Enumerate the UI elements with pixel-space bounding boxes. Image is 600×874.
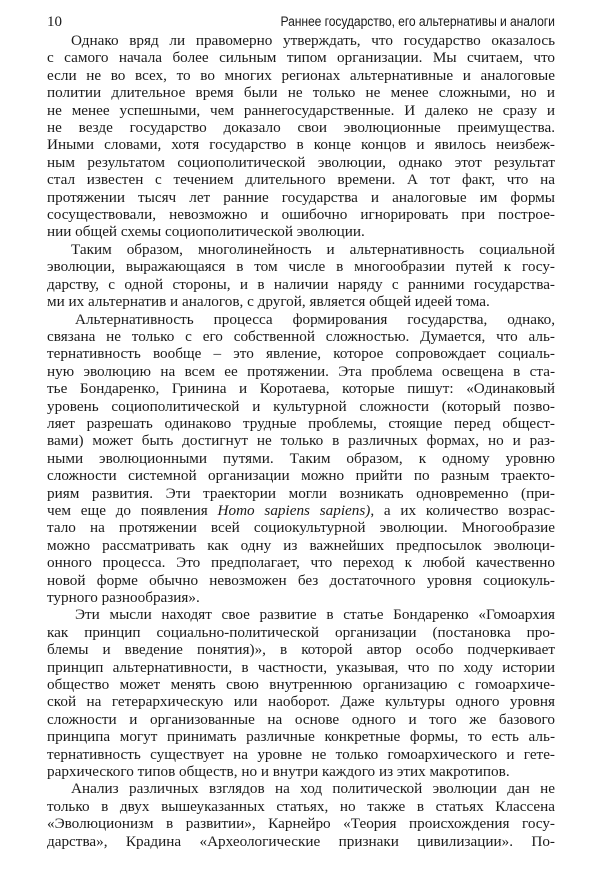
text-line: тернативность вообще – это явление, которое сопровождает социаль-: [47, 345, 555, 363]
text-line: политии длительное время были не только не менее сложными, но и: [47, 84, 555, 102]
text-line: онного процесса. Это предполагает, что переход к любой качественно: [47, 554, 555, 572]
text-line: связана не только с его собственной сложностью. Думается, что аль-: [47, 327, 555, 345]
text-line: можно рассматривать как одну из важнейших предпосылок эволюци-: [47, 536, 555, 554]
text-line: рархического типов обществ, но и внутри каждого из этих макротипов.: [47, 763, 510, 781]
text-line: с самого начала более сильным типом организации. Мы считаем, что: [47, 49, 555, 67]
page-body: [47, 32, 555, 850]
text-line: нии общей схемы социополитической эволюции.: [47, 223, 365, 241]
text-line: Таким образом, многолинейность и альтернативность социальной: [71, 240, 555, 258]
text-line: «Эволюционизм в развитии», Карнейро «Теория происхождения госу-: [47, 815, 555, 833]
text-line: Анализ различных взглядов на ход политической эволюции дан не: [71, 780, 555, 798]
text-line: принцип альтернативности, в частности, указывая, что по ходу истории: [47, 658, 555, 676]
page-header: [47, 14, 555, 34]
text-line: стал известен с течением длительного времени. А тот факт, что на: [47, 171, 555, 189]
text-line: блемы и введение понятия)», в которой автор особо подчеркивает: [47, 641, 555, 659]
text-line: ным результатом социополитической эволюции, однако этот результат: [47, 153, 555, 171]
text-line: как принцип социально-политической организации (постановка про-: [47, 623, 555, 641]
text-line: ской на гетерархическую или наоборот. Даже культуры одного уровня: [47, 693, 555, 711]
italic-term: Homo sapiens sapiens): [217, 501, 371, 519]
text-line: ляет разрешать одинаково трудные проблемы, стоящие перед общест-: [47, 414, 555, 432]
text-line: только в двух вышеуказанных статьях, но также в статьях Классена: [47, 797, 555, 815]
text-line: ными эволюционными путями. Таким образом, к одному уровню: [47, 449, 555, 467]
text-line: эволюции, выражающаяся в том числе в многообразии путей к госу-: [47, 258, 555, 276]
running-title: Раннее государство, его альтернативы и аналоги: [280, 14, 555, 29]
paragraph: [47, 606, 555, 780]
text-line: тало на протяжении всей социокультурной эволюции. Многообразие: [47, 519, 555, 537]
text-segment: , а их количество возрас-: [370, 501, 555, 519]
paragraph: [47, 311, 555, 607]
text-line: ми их альтернатив и аналогов, с другой, является общей идеей тома.: [47, 293, 490, 311]
text-line: сложности и организованные на основе одного и того же базового: [47, 710, 555, 728]
text-line: тернативность существует на уровне не только гомоархического и гете-: [47, 745, 555, 763]
text-segment: чем еще до появления: [47, 501, 218, 519]
text-line: Эти мысли находят свое развитие в статье Бондаренко «Гомоархия: [75, 606, 555, 624]
text-line: общество может менять свою внутреннюю организацию с гомоархиче-: [47, 676, 555, 694]
text-line: если не во всех, то во многих регионах альтернативные и аналоговые: [47, 66, 555, 84]
text-line: дарства», Крадина «Археологические признаки цивилизации». По-: [47, 832, 555, 850]
paragraph: [47, 32, 555, 241]
paragraph: [47, 241, 555, 311]
text-line: не менее успешными, чем раннегосударственные. И далеко не сразу и: [47, 101, 555, 119]
text-line: протяжении тысяч лет ранние государства и аналоговые им формы: [47, 188, 555, 206]
text-line: новой форме обычно невозможен без достаточного уровня социокуль-: [47, 571, 555, 589]
text-line: риям развития. Эти траектории могли возникать одновременно (при-: [47, 484, 555, 502]
text-line: не везде государство доказало свои эволюционные преимущества.: [47, 119, 555, 137]
text-line: Альтернативность процесса формирования государства, однако,: [75, 310, 555, 328]
text-line: турного разнообразия».: [47, 589, 200, 606]
text-line: Иными словами, хотя государство в конце концов и явилось неизбеж-: [47, 136, 555, 154]
text-line: сложности системной организации можно прийти по разным траекто-: [47, 467, 555, 485]
text-line: Однако вряд ли правомерно утверждать, что государство оказалось: [71, 32, 555, 49]
text-line: уровень социополитической и культурной сложности (который позво-: [47, 397, 555, 415]
text-line: принципа могут принимать различные конкретные формы, то есть аль-: [47, 728, 555, 746]
page-number: 10: [47, 14, 62, 30]
text-line: дарству, с одной стороны, и в наличии наряду с ранними государства-: [47, 275, 555, 293]
text-line: тье Бондаренко, Гринина и Коротаева, которые пишут: «Одинаковый: [47, 380, 555, 398]
text-line: сосуществовали, невозможно и ошибочно игнорировать при построе-: [47, 206, 555, 224]
text-line: ную эволюцию на всем ее протяжении. Эта проблема освещена в ста-: [47, 362, 555, 380]
paragraph: [47, 780, 555, 850]
text-line: [47, 502, 555, 519]
text-line: вами) может быть достигнут не только в различных формах, но и раз-: [47, 432, 555, 450]
